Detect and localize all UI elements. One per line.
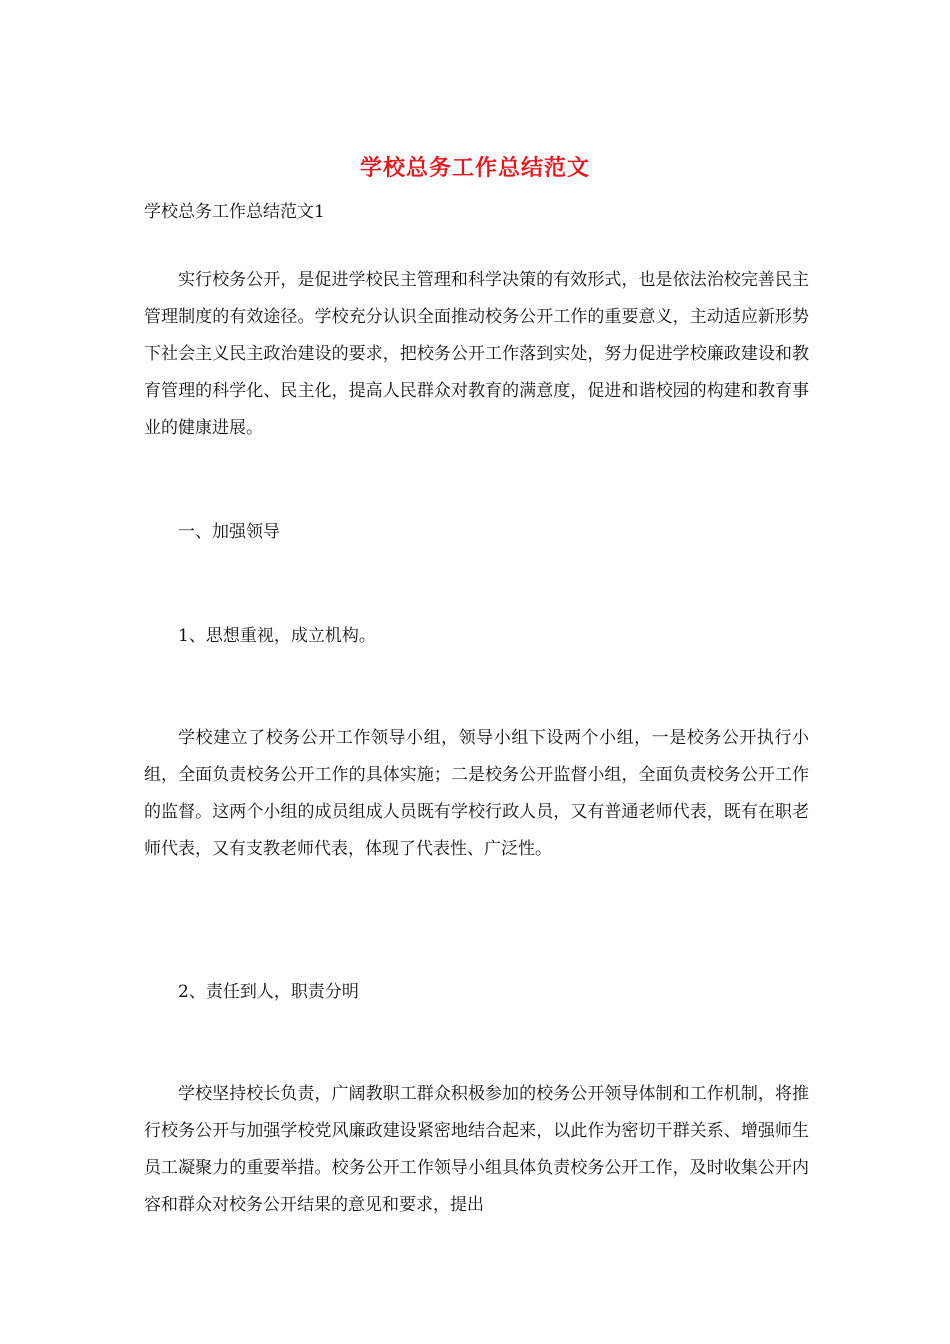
document-subtitle: 学校总务工作总结范文1 [144,202,325,222]
section-heading-1: 一、加强领导 [178,522,280,542]
subsection-heading-2: 2、责任到人，职责分明 [178,982,359,1002]
document-title: 学校总务工作总结范文 [359,155,590,181]
paragraph-responsibility: 学校坚持校长负责，广阔教职工群众积极参加的校务公开领导体制和工作机制，将推行校务公开与加强学校党风廉政建设紧密地结合起来，以此作为密切干群关系、增强师生员工凝聚力的重要举措。校务公开工作领导小组具体负责校务公开工作，及时收集公开内容和群众对校务公开结果的意见和要求，提出 [144,1084,809,1215]
paragraph-organization: 学校建立了校务公开工作领导小组，领导小组下设两个小组，一是校务公开执行小组，全面负责校务公开工作的具体实施；二是校务公开监督小组，全面负责校务公开工作的监督。这两个小组的成员组成人员既有学校行政人员，又有普通老师代表，既有在职老师代表，又有支教老师代表，体现了代表性、广泛性。 [144,728,809,859]
subsection-heading-1: 1、思想重视，成立机构。 [178,626,376,646]
paragraph-intro: 实行校务公开，是促进学校民主管理和科学决策的有效形式，也是依法治校完善民主管理制度的有效途径。学校充分认识全面推动校务公开工作的重要意义，主动适应新形势下社会主义民主政治建设的要求，把校务公开工作落到实处，努力促进学校廉政建设和教育管理的科学化、民主化，提高人民群众对教育的满意度，促进和谐校园的构建和教育事业的健康进展。 [144,270,809,438]
